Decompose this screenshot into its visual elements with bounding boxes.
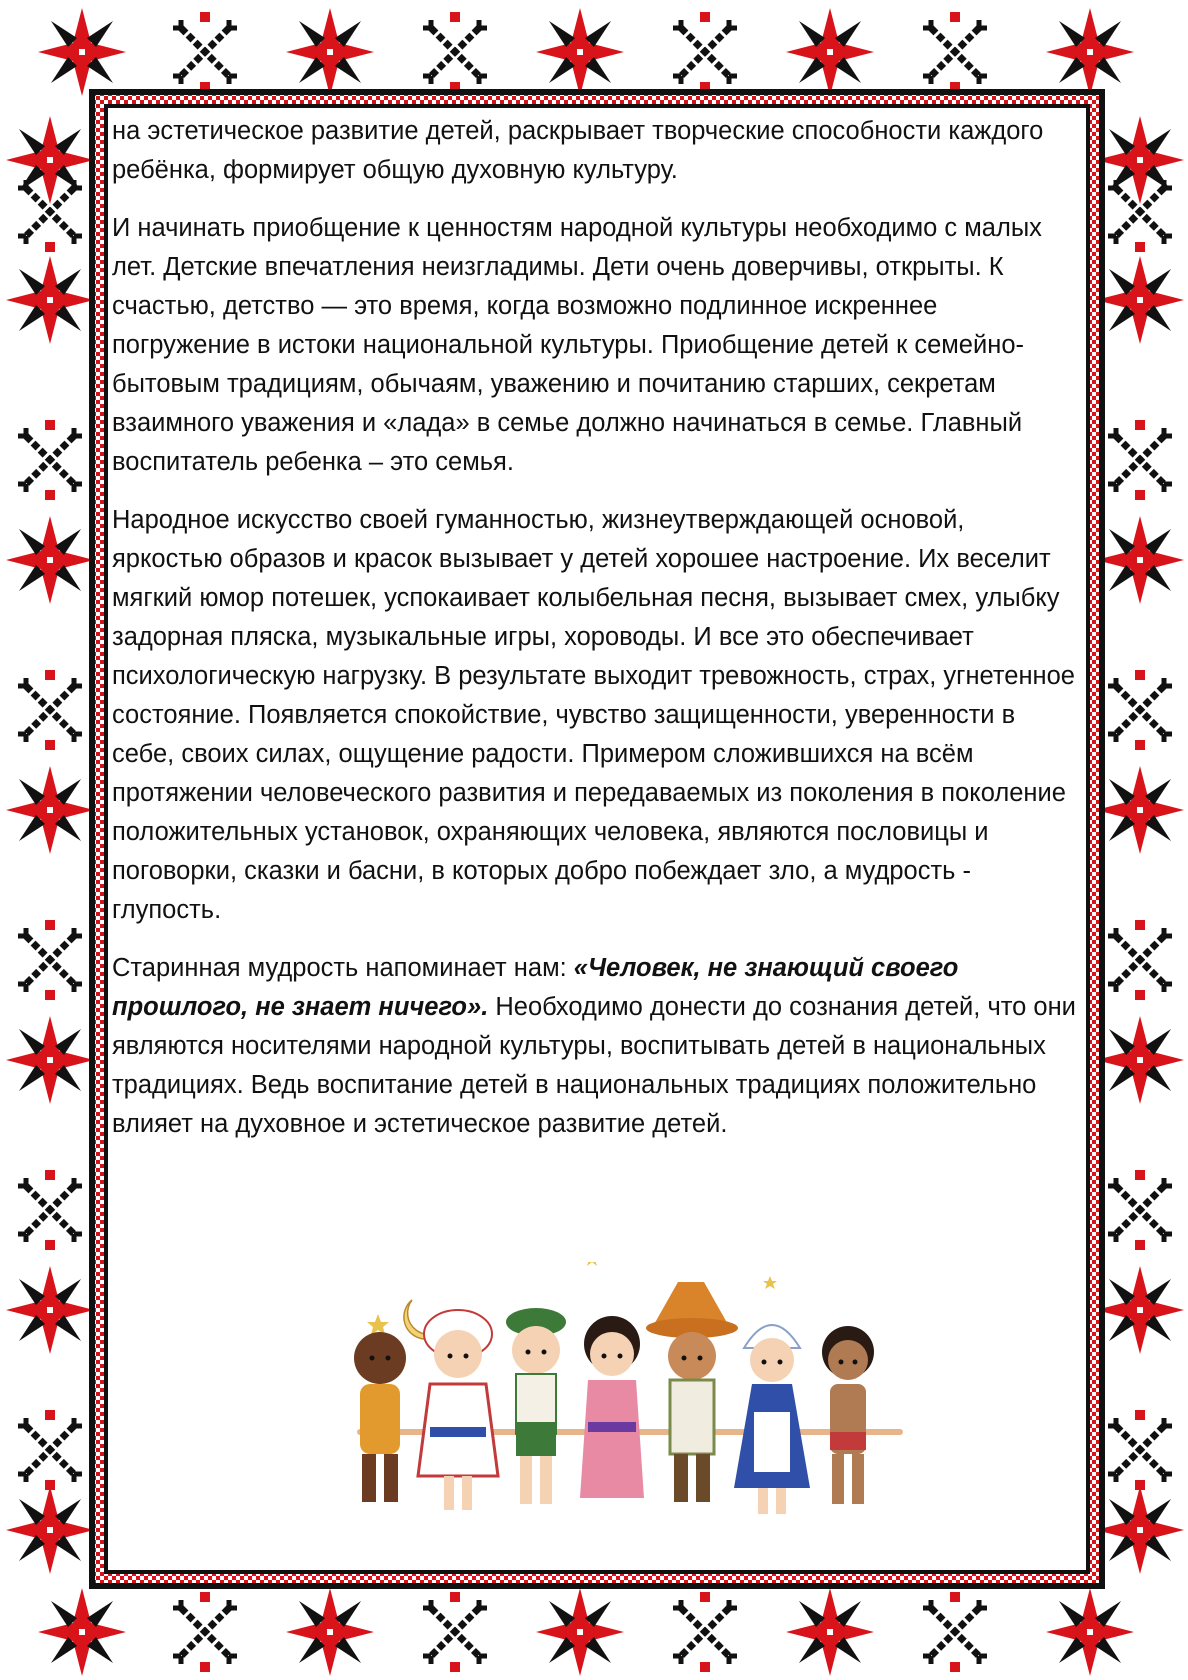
right-ornament-column	[1096, 116, 1184, 1574]
document-body	[112, 112, 1078, 1163]
top-ornament-row	[38, 8, 1134, 96]
proverb-quote: «Человек, не знающий своего прошлого, не знает ничего».	[112, 954, 959, 1021]
star-icon	[584, 1262, 600, 1266]
star-icon	[763, 1276, 777, 1289]
child-figure	[646, 1282, 738, 1502]
star-icon	[367, 1314, 389, 1335]
child-figure	[354, 1332, 406, 1502]
children-holding-hands-illustration	[330, 1262, 930, 1562]
child-figure	[506, 1308, 566, 1504]
bottom-ornament-row	[38, 1588, 1134, 1676]
paragraph-4-rest: Необходимо донести до сознания детей, что они являются носителями народной культуры, воспитывать детей в национальных традициях. Ведь воспитание детей в национальных традициях положительно влияет на духовное и эстетическое развитие детей.	[112, 993, 1076, 1138]
paragraph-3: Народное искусство своей гуманностью, жизнеутверждающей основой, яркостью образов и красок вызывает у детей хорошее настроение. Их веселит мягкий юмор потешек, успокаивает колыбельная песня, вызывает смех, улыбку задорная пляска, музыкальные игры, хороводы. И все это обеспечивает психологическую нагрузку. В результате выходит тревожность, страх, угнетенное состояние. Появляется спокойствие, чувство защищенности, уверенности в себе, своих силах, ощущение радости. Примером сложившихся на всём протяжении человеческого развития и передаваемых из поколения в поколение положительных установок, охраняющих человека, являются пословицы и поговорки, сказки и басни, в которых добро побеждает зло, а мудрость - глупость.	[112, 506, 1075, 924]
paragraph-2: И начинать приобщение к ценностям народной культуры необходимо с малых лет. Детские впечатления неизгладимы. Дети очень доверчивы, открыты. К счастью, детство — это время, когда возможно подлинное искреннее погружение в истоки национальной культуры. Приобщение детей к семейно-бытовым традициям, обычаям, уважению и почитанию старших, секретам взаимного уважения и «лада» в семье должно начинаться в семье. Главный воспитатель ребенка – это семья.	[112, 214, 1042, 476]
child-figure	[418, 1310, 498, 1510]
left-ornament-column	[6, 116, 94, 1574]
child-figure	[734, 1325, 810, 1514]
paragraph-1: на эстетическое развитие детей, раскрывает творческие способности каждого ребёнка, формирует общую духовную культуру.	[112, 117, 1044, 184]
child-figure	[580, 1316, 644, 1498]
child-figure	[822, 1326, 874, 1504]
paragraph-4	[112, 949, 1078, 1144]
paragraph-4-intro: Старинная мудрость напоминает нам:	[112, 954, 574, 982]
